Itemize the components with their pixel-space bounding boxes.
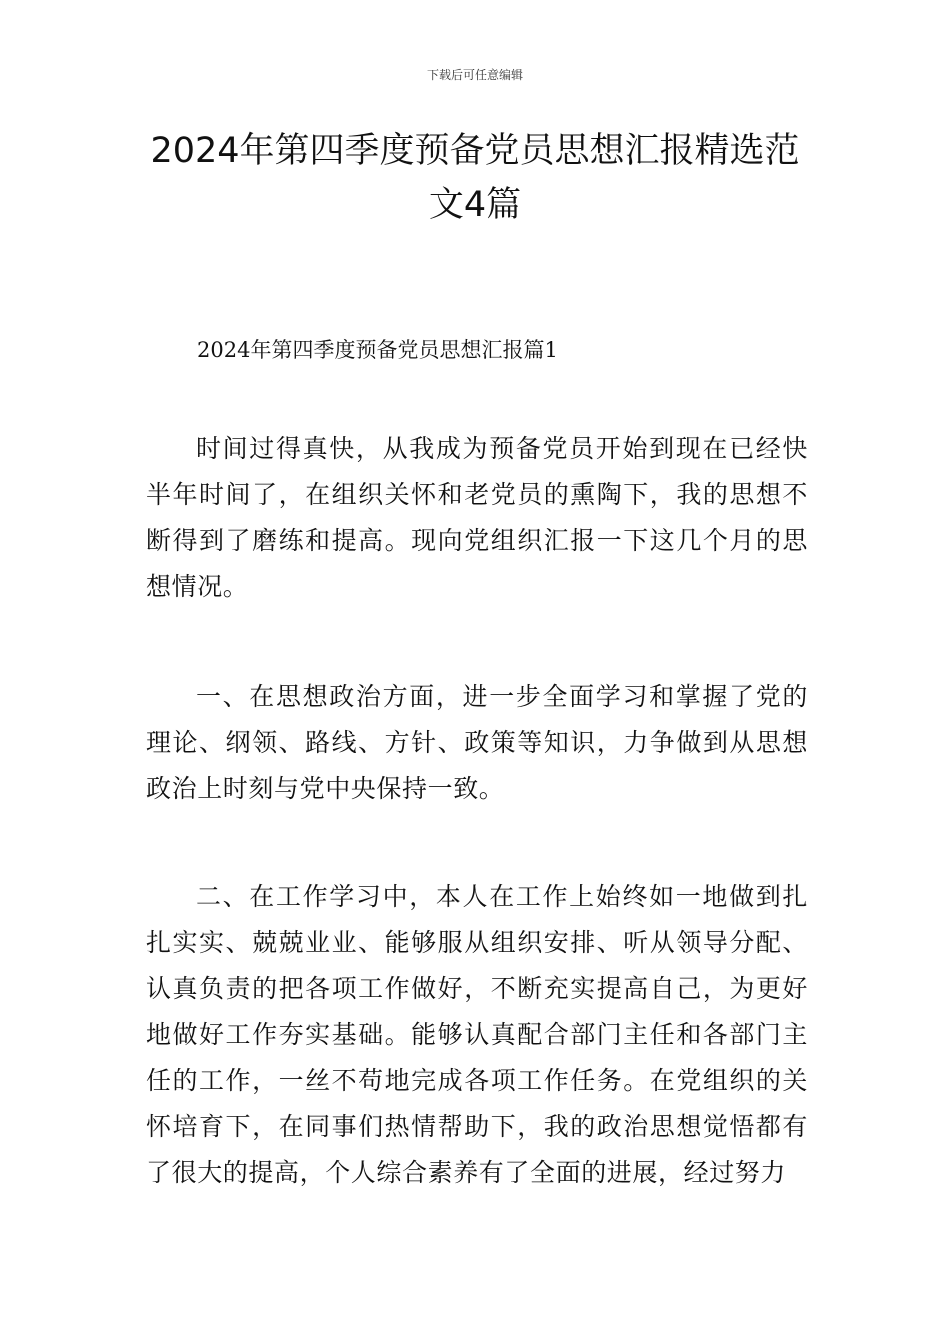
paragraph-intro: 时间过得真快，从我成为预备党员开始到现在已经快半年时间了，在组织关怀和老党员的熏陶下，我的思想不断得到了磨练和提高。现向党组织汇报一下这几个月的思想情况。 <box>146 434 808 601</box>
paragraph-work-study: 二、在工作学习中，本人在工作上始终如一地做到扎扎实实、兢兢业业、能够服从组织安排、听从领导分配、认真负责的把各项工作做好，不断充实提高自己，为更好地做好工作夯实基础。能够认真配合部门主任和各部门主任的工作，一丝不苟地完成各项工作任务。在党组织的关怀培育下，在同事们热情帮助下，我的政治思想觉悟都有了很大的提高，个人综合素养有了全面的进展，经过努力 <box>146 882 808 1187</box>
paragraph-political: 一、在思想政治方面，进一步全面学习和掌握了党的理论、纲领、路线、方针、政策等知识，力争做到从思想政治上时刻与党中央保持一致。 <box>146 682 808 803</box>
section-heading: 2024年第四季度预备党员思想汇报篇1 <box>197 338 558 362</box>
document-title: 2024年第四季度预备党员思想汇报精选范文4篇 <box>150 131 800 225</box>
header-note: 下载后可任意编辑 <box>426 68 523 82</box>
